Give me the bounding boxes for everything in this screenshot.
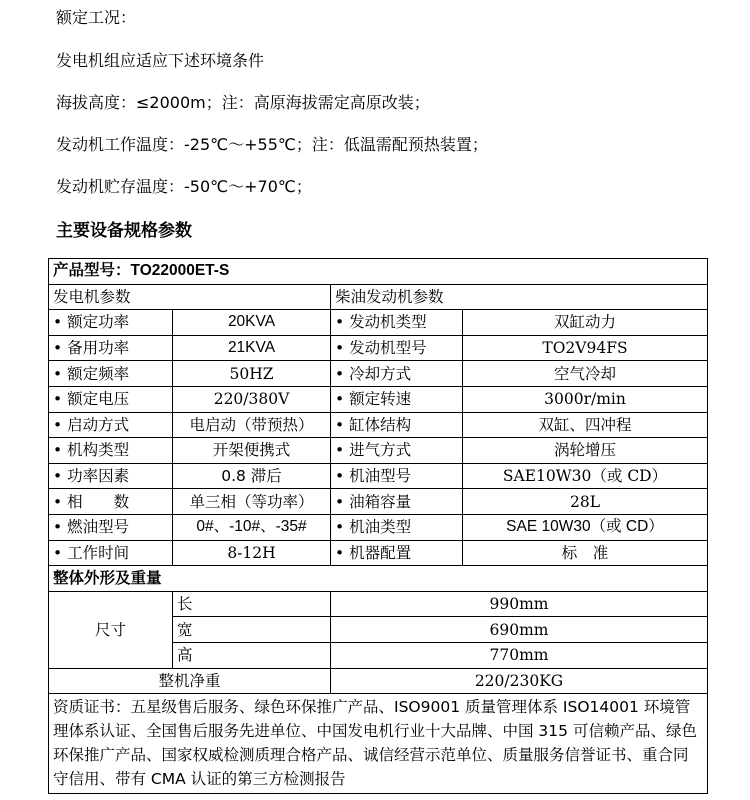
product-model-row [49,259,708,285]
net-weight-value: 220/230KG [331,668,708,694]
dimensions-header: 整体外形及重量 [49,566,708,592]
table-row [49,386,708,412]
table-row [49,412,708,438]
generator-param-value: 220/380V [173,386,331,412]
dimension-value: 770mm [331,642,708,668]
engine-param-value: SAE10W30（或 CD） [463,463,708,489]
generator-param-label: • 工作时间 [49,540,173,566]
engine-param-value: TO2V94FS [463,335,708,361]
engine-param-label: • 机油型号 [331,463,463,489]
environment-title: 发电机组应适应下述环境条件 [56,51,265,70]
generator-param-value: 20KVA [173,310,331,336]
generator-param-value: 21KVA [173,335,331,361]
generator-param-label: • 额定电压 [49,386,173,412]
work-temperature-text: 发动机工作温度：-25℃～+55℃；注：低温需配预热装置； [56,135,488,154]
engine-param-value: 3000r/min [463,386,708,412]
size-label: 尺寸 [49,591,173,668]
table-row [49,361,708,387]
generator-param-label: • 额定频率 [49,361,173,387]
engine-param-label: • 额定转速 [331,386,463,412]
engine-param-label: • 进气方式 [331,438,463,464]
table-row [49,514,708,540]
generator-param-label: • 备用功率 [49,335,173,361]
engine-param-value: 涡轮增压 [463,438,708,464]
product-model: 产品型号：TO22000ET-S [49,259,708,285]
engine-param-value: 28L [463,489,708,515]
engine-param-label: • 冷却方式 [331,361,463,387]
dimension-label: 宽 [173,617,331,643]
dimension-value: 690mm [331,617,708,643]
generator-param-value: 0.8 滞后 [173,463,331,489]
weight-row [49,668,708,694]
generator-param-value: 50HZ [173,361,331,387]
spec-table [48,258,708,794]
engine-param-label: • 机油类型 [331,514,463,540]
generator-param-value: 开架便携式 [173,438,331,464]
generator-param-value: 0#、-10#、-35# [173,514,331,540]
table-row [49,335,708,361]
certificates-text: 资质证书：五星级售后服务、绿色环保推广产品、ISO9001 质量管理体系 ISO14001 环境管理体系认证、全国售后服务先进单位、中国发电机行业十大品牌、中国 315 可信赖产品、绿色环保推广产品、国家权威检测质理合格产品、诚信经营示范单位、质量服务信誉证书、重合同守信用、带有 CMA 认证的第三方检测报告 [49,694,708,794]
generator-param-label: • 功率因素 [49,463,173,489]
generator-param-label: • 燃油型号 [49,514,173,540]
engine-param-value: 空气冷却 [463,361,708,387]
generator-param-label: • 启动方式 [49,412,173,438]
altitude-text: 海拔高度：≤2000m；注：高原海拔需定高原改装； [56,93,430,112]
engine-header: 柴油发动机参数 [331,284,708,310]
generator-param-value: 电启动（带预热） [173,412,331,438]
engine-param-label: • 发动机型号 [331,335,463,361]
table-row [49,540,708,566]
section-header-row [49,284,708,310]
table-row [49,463,708,489]
generator-param-label: • 机构类型 [49,438,173,464]
engine-param-value: 双缸动力 [463,310,708,336]
rated-condition-label: 额定工况： [56,8,137,27]
dimensions-header-row [49,566,708,592]
generator-param-value: 8-12H [173,540,331,566]
engine-param-label: • 机器配置 [331,540,463,566]
certificates-row [49,694,708,794]
engine-param-value: 标 准 [463,540,708,566]
engine-param-value: 双缸、四冲程 [463,412,708,438]
engine-param-label: • 油箱容量 [331,489,463,515]
storage-temperature-text: 发动机贮存温度：-50℃～+70℃； [56,177,312,196]
engine-param-value: SAE 10W30（或 CD） [463,514,708,540]
dimension-row [49,591,708,617]
generator-param-label: • 额定功率 [49,310,173,336]
dimension-label: 长 [173,591,331,617]
engine-param-label: • 缸体结构 [331,412,463,438]
dimension-value: 990mm [331,591,708,617]
generator-param-value: 单三相（等功率） [173,489,331,515]
dimension-label: 高 [173,642,331,668]
engine-param-label: • 发动机类型 [331,310,463,336]
section-title: 主要设备规格参数 [56,221,192,241]
generator-param-label: • 相 数 [49,489,173,515]
net-weight-label: 整机净重 [49,668,331,694]
table-row [49,310,708,336]
table-row [49,438,708,464]
table-row [49,489,708,515]
generator-header: 发电机参数 [49,284,331,310]
